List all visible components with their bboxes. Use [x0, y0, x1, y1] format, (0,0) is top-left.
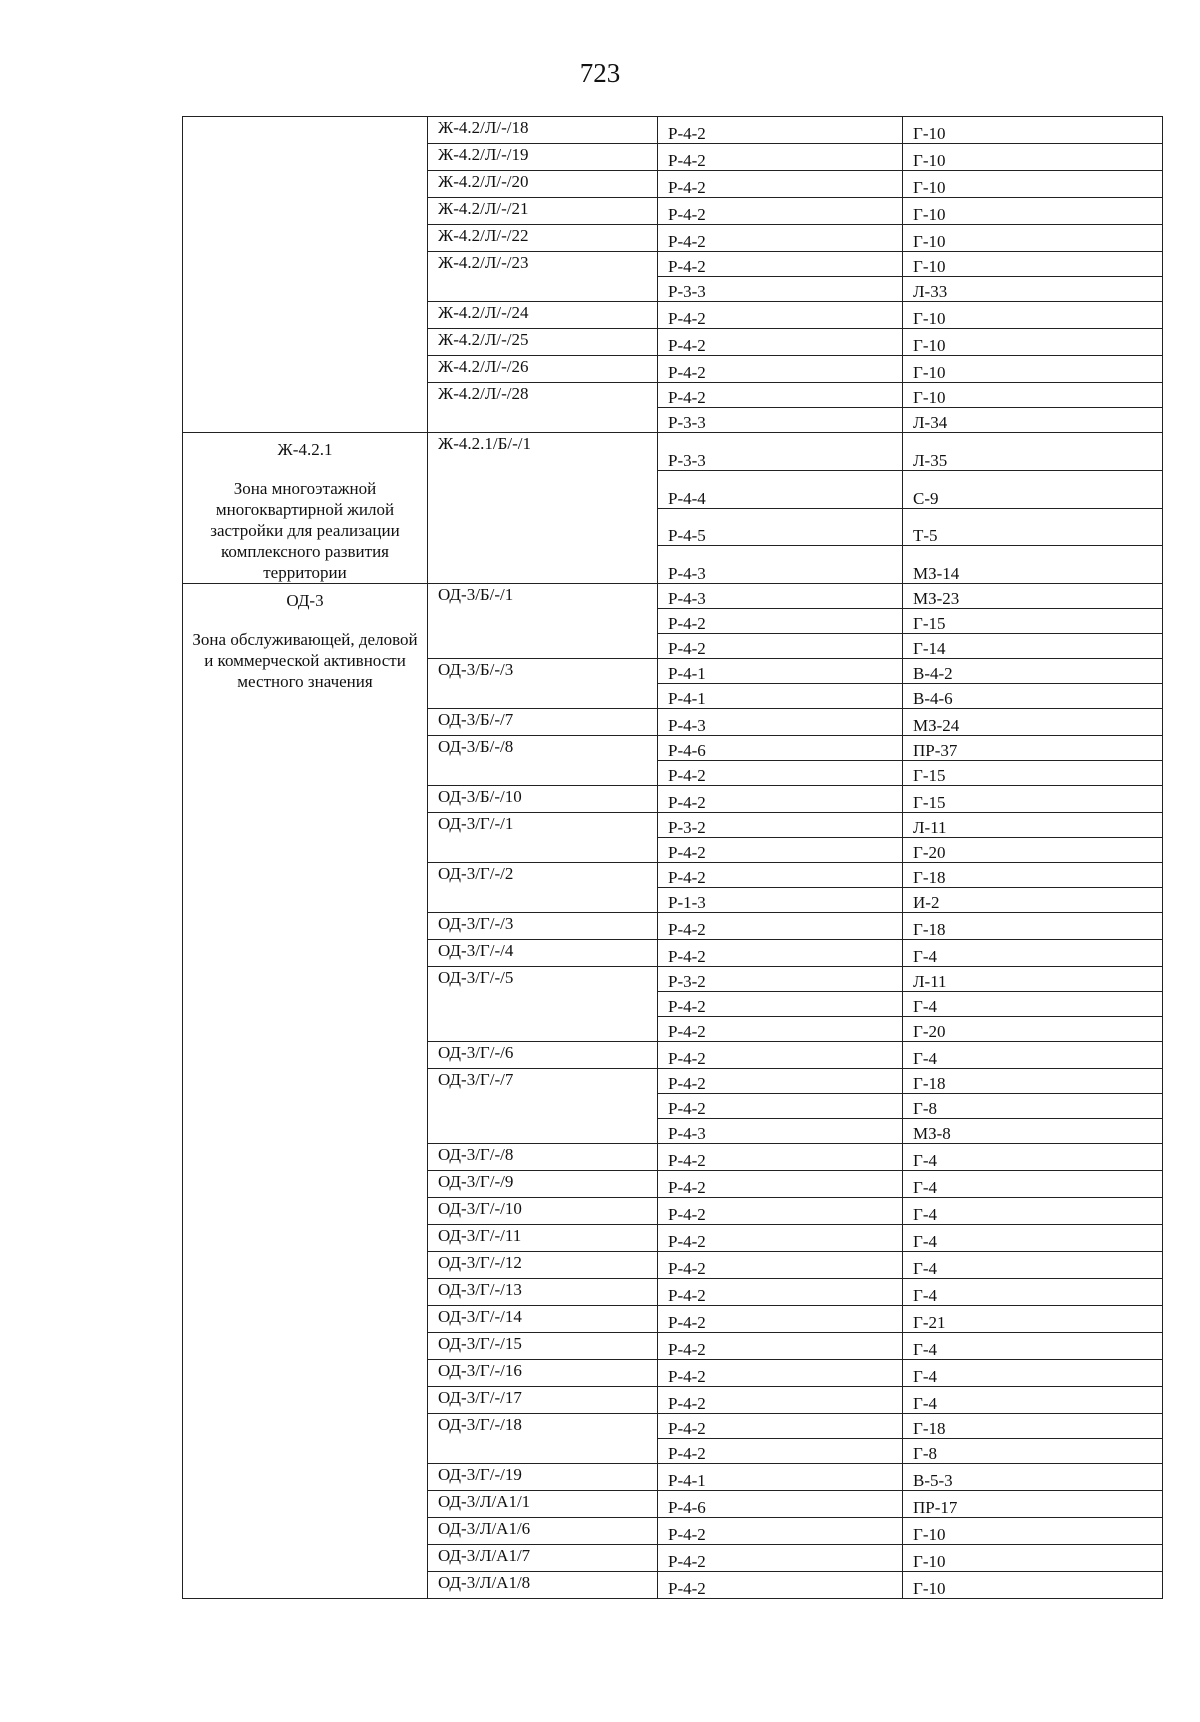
regulation-code: Р-4-2	[658, 634, 903, 659]
zones-table-body	[183, 117, 1163, 1599]
parameter-code: Г-4	[903, 1360, 1163, 1387]
parameter-code: И-2	[903, 888, 1163, 913]
parameter-code: Г-10	[903, 171, 1163, 198]
subzone-id: ОД-3/Б/-/3	[428, 659, 658, 709]
regulation-code: Р-4-2	[658, 1414, 903, 1439]
regulation-code: Р-4-2	[658, 383, 903, 408]
subzone-id: ОД-3/Г/-/9	[428, 1171, 658, 1198]
subzone-id: ОД-3/Г/-/6	[428, 1042, 658, 1069]
regulation-code: Р-4-2	[658, 252, 903, 277]
subzone-id: Ж-4.2/Л/-/23	[428, 252, 658, 302]
subzone-id: Ж-4.2/Л/-/28	[428, 383, 658, 433]
subzone-id: ОД-3/Г/-/16	[428, 1360, 658, 1387]
subzone-id: Ж-4.2/Л/-/22	[428, 225, 658, 252]
parameter-code: Г-8	[903, 1439, 1163, 1464]
regulation-code: Р-4-2	[658, 356, 903, 383]
page-number: 723	[579, 58, 621, 88]
subzone-id: Ж-4.2/Л/-/26	[428, 356, 658, 383]
subzone-id: ОД-3/Г/-/8	[428, 1144, 658, 1171]
parameter-code: Г-20	[903, 1017, 1163, 1042]
parameter-code: ПР-37	[903, 736, 1163, 761]
regulation-code: Р-4-2	[658, 1094, 903, 1119]
parameter-code: Г-14	[903, 634, 1163, 659]
regulation-code: Р-4-2	[658, 1306, 903, 1333]
regulation-code: Р-4-2	[658, 1439, 903, 1464]
parameter-code: Л-11	[903, 813, 1163, 838]
regulation-code: Р-4-1	[658, 684, 903, 709]
regulation-code: Р-4-3	[658, 546, 903, 584]
regulation-code: Р-4-2	[658, 225, 903, 252]
regulation-code: Р-4-2	[658, 1198, 903, 1225]
subzone-id: Ж-4.2/Л/-/18	[428, 117, 658, 144]
subzone-id: ОД-3/Г/-/2	[428, 863, 658, 913]
regulation-code: Р-4-2	[658, 992, 903, 1017]
parameter-code: Г-10	[903, 144, 1163, 171]
regulation-code: Р-4-4	[658, 470, 903, 508]
subzone-id: Ж-4.2/Л/-/19	[428, 144, 658, 171]
regulation-code: Р-4-2	[658, 171, 903, 198]
subzone-id: ОД-3/Г/-/14	[428, 1306, 658, 1333]
subzone-id: ОД-3/Г/-/18	[428, 1414, 658, 1464]
subzone-id: ОД-3/Г/-/11	[428, 1225, 658, 1252]
subzone-id: ОД-3/Г/-/13	[428, 1279, 658, 1306]
regulation-code: Р-4-2	[658, 1333, 903, 1360]
regulation-code: Р-4-2	[658, 117, 903, 144]
regulation-code: Р-4-2	[658, 1279, 903, 1306]
parameter-code: Г-18	[903, 913, 1163, 940]
subzone-id: Ж-4.2/Л/-/21	[428, 198, 658, 225]
subzone-id: ОД-3/Б/-/10	[428, 786, 658, 813]
regulation-code: Р-4-2	[658, 609, 903, 634]
regulation-code: Р-4-2	[658, 1518, 903, 1545]
regulation-code: Р-4-1	[658, 659, 903, 684]
parameter-code: Г-10	[903, 252, 1163, 277]
zone-cell	[183, 584, 428, 1599]
regulation-code: Р-3-3	[658, 433, 903, 471]
parameter-code: ПР-17	[903, 1491, 1163, 1518]
parameter-code: МЗ-24	[903, 709, 1163, 736]
zone-description: Зона многоэтажной многоквартирной жилой застройки для реализации комплексного развития территории	[210, 479, 400, 582]
regulation-code: Р-4-2	[658, 198, 903, 225]
subzone-id: ОД-3/Г/-/17	[428, 1387, 658, 1414]
parameter-code: Т-5	[903, 508, 1163, 546]
regulation-code: Р-4-2	[658, 1042, 903, 1069]
zone-cell	[183, 117, 428, 433]
parameter-code: Г-10	[903, 356, 1163, 383]
parameter-code: Г-10	[903, 329, 1163, 356]
regulation-code: Р-4-3	[658, 584, 903, 609]
zone-cell	[183, 433, 428, 584]
parameter-code: Г-10	[903, 302, 1163, 329]
regulation-code: Р-4-6	[658, 736, 903, 761]
subzone-id: ОД-3/Г/-/10	[428, 1198, 658, 1225]
regulation-code: Р-4-2	[658, 940, 903, 967]
parameter-code: Г-18	[903, 1414, 1163, 1439]
parameter-code: Г-4	[903, 1042, 1163, 1069]
parameter-code: Г-8	[903, 1094, 1163, 1119]
subzone-id: ОД-3/Л/А1/8	[428, 1572, 658, 1599]
parameter-code: Г-4	[903, 1171, 1163, 1198]
parameter-code: МЗ-23	[903, 584, 1163, 609]
parameter-code: Г-10	[903, 383, 1163, 408]
parameter-code: Г-4	[903, 1252, 1163, 1279]
parameter-code: Л-34	[903, 408, 1163, 433]
regulation-code: Р-4-2	[658, 1360, 903, 1387]
table-row	[183, 117, 1163, 144]
regulation-code: Р-3-3	[658, 408, 903, 433]
regulation-code: Р-4-2	[658, 1144, 903, 1171]
zone-description: Зона обслуживающей, деловой и коммерческой активности местного значения	[192, 630, 418, 691]
regulation-code: Р-4-2	[658, 1387, 903, 1414]
parameter-code: Г-4	[903, 1144, 1163, 1171]
parameter-code: Г-4	[903, 1279, 1163, 1306]
subzone-id: ОД-3/Б/-/7	[428, 709, 658, 736]
subzone-id: Ж-4.2/Л/-/20	[428, 171, 658, 198]
parameter-code: В-4-6	[903, 684, 1163, 709]
subzone-id: Ж-4.2.1/Б/-/1	[428, 433, 658, 584]
regulation-code: Р-4-2	[658, 1225, 903, 1252]
regulation-code: Р-4-2	[658, 1572, 903, 1599]
regulation-code: Р-4-2	[658, 761, 903, 786]
parameter-code: Г-4	[903, 1333, 1163, 1360]
subzone-id: ОД-3/Л/А1/1	[428, 1491, 658, 1518]
parameter-code: МЗ-8	[903, 1119, 1163, 1144]
parameter-code: Л-35	[903, 433, 1163, 471]
subzone-id: ОД-3/Л/А1/6	[428, 1518, 658, 1545]
regulation-code: Р-4-3	[658, 1119, 903, 1144]
subzone-id: Ж-4.2/Л/-/24	[428, 302, 658, 329]
parameter-code: Г-10	[903, 117, 1163, 144]
parameter-code: Г-4	[903, 992, 1163, 1017]
zone-code: ОД-3	[286, 591, 324, 610]
regulation-code: Р-4-3	[658, 709, 903, 736]
regulation-code: Р-1-3	[658, 888, 903, 913]
parameter-code: Л-33	[903, 277, 1163, 302]
parameter-code: Г-4	[903, 940, 1163, 967]
parameter-code: МЗ-14	[903, 546, 1163, 584]
regulation-code: Р-3-2	[658, 813, 903, 838]
regulation-code: Р-4-2	[658, 786, 903, 813]
regulation-code: Р-4-2	[658, 1171, 903, 1198]
parameter-code: Г-10	[903, 198, 1163, 225]
subzone-id: ОД-3/Л/А1/7	[428, 1545, 658, 1572]
zones-table	[182, 116, 1163, 1599]
parameter-code: Г-18	[903, 863, 1163, 888]
parameter-code: В-4-2	[903, 659, 1163, 684]
regulation-code: Р-3-2	[658, 967, 903, 992]
regulation-code: Р-4-2	[658, 144, 903, 171]
parameter-code: Г-4	[903, 1387, 1163, 1414]
parameter-code: Г-15	[903, 786, 1163, 813]
parameter-code: Г-15	[903, 609, 1163, 634]
parameter-code: Г-4	[903, 1198, 1163, 1225]
subzone-id: Ж-4.2/Л/-/25	[428, 329, 658, 356]
subzone-id: ОД-3/Г/-/12	[428, 1252, 658, 1279]
regulation-code: Р-4-6	[658, 1491, 903, 1518]
regulation-code: Р-4-2	[658, 863, 903, 888]
subzone-id: ОД-3/Б/-/8	[428, 736, 658, 786]
regulation-code: Р-4-2	[658, 1545, 903, 1572]
parameter-code: Г-20	[903, 838, 1163, 863]
parameter-code: Г-18	[903, 1069, 1163, 1094]
subzone-id: ОД-3/Г/-/4	[428, 940, 658, 967]
zone-code: Ж-4.2.1	[277, 440, 333, 459]
subzone-id: ОД-3/Г/-/5	[428, 967, 658, 1042]
subzone-id: ОД-3/Б/-/1	[428, 584, 658, 659]
regulation-code: Р-3-3	[658, 277, 903, 302]
parameter-code: Г-10	[903, 225, 1163, 252]
regulation-code: Р-4-2	[658, 838, 903, 863]
parameter-code: С-9	[903, 470, 1163, 508]
subzone-id: ОД-3/Г/-/3	[428, 913, 658, 940]
regulation-code: Р-4-2	[658, 1252, 903, 1279]
subzone-id: ОД-3/Г/-/1	[428, 813, 658, 863]
subzone-id: ОД-3/Г/-/7	[428, 1069, 658, 1144]
regulation-code: Р-4-2	[658, 1069, 903, 1094]
subzone-id: ОД-3/Г/-/15	[428, 1333, 658, 1360]
regulation-code: Р-4-2	[658, 1017, 903, 1042]
regulation-code: Р-4-2	[658, 329, 903, 356]
parameter-code: Г-15	[903, 761, 1163, 786]
parameter-code: Г-21	[903, 1306, 1163, 1333]
parameter-code: Г-4	[903, 1225, 1163, 1252]
parameter-code: Г-10	[903, 1572, 1163, 1599]
regulation-code: Р-4-5	[658, 508, 903, 546]
parameter-code: Л-11	[903, 967, 1163, 992]
regulation-code: Р-4-2	[658, 302, 903, 329]
regulation-code: Р-4-1	[658, 1464, 903, 1491]
parameter-code: Г-10	[903, 1518, 1163, 1545]
parameter-code: В-5-3	[903, 1464, 1163, 1491]
table-row	[183, 584, 1163, 609]
regulation-code: Р-4-2	[658, 913, 903, 940]
parameter-code: Г-10	[903, 1545, 1163, 1572]
subzone-id: ОД-3/Г/-/19	[428, 1464, 658, 1491]
table-row	[183, 433, 1163, 471]
